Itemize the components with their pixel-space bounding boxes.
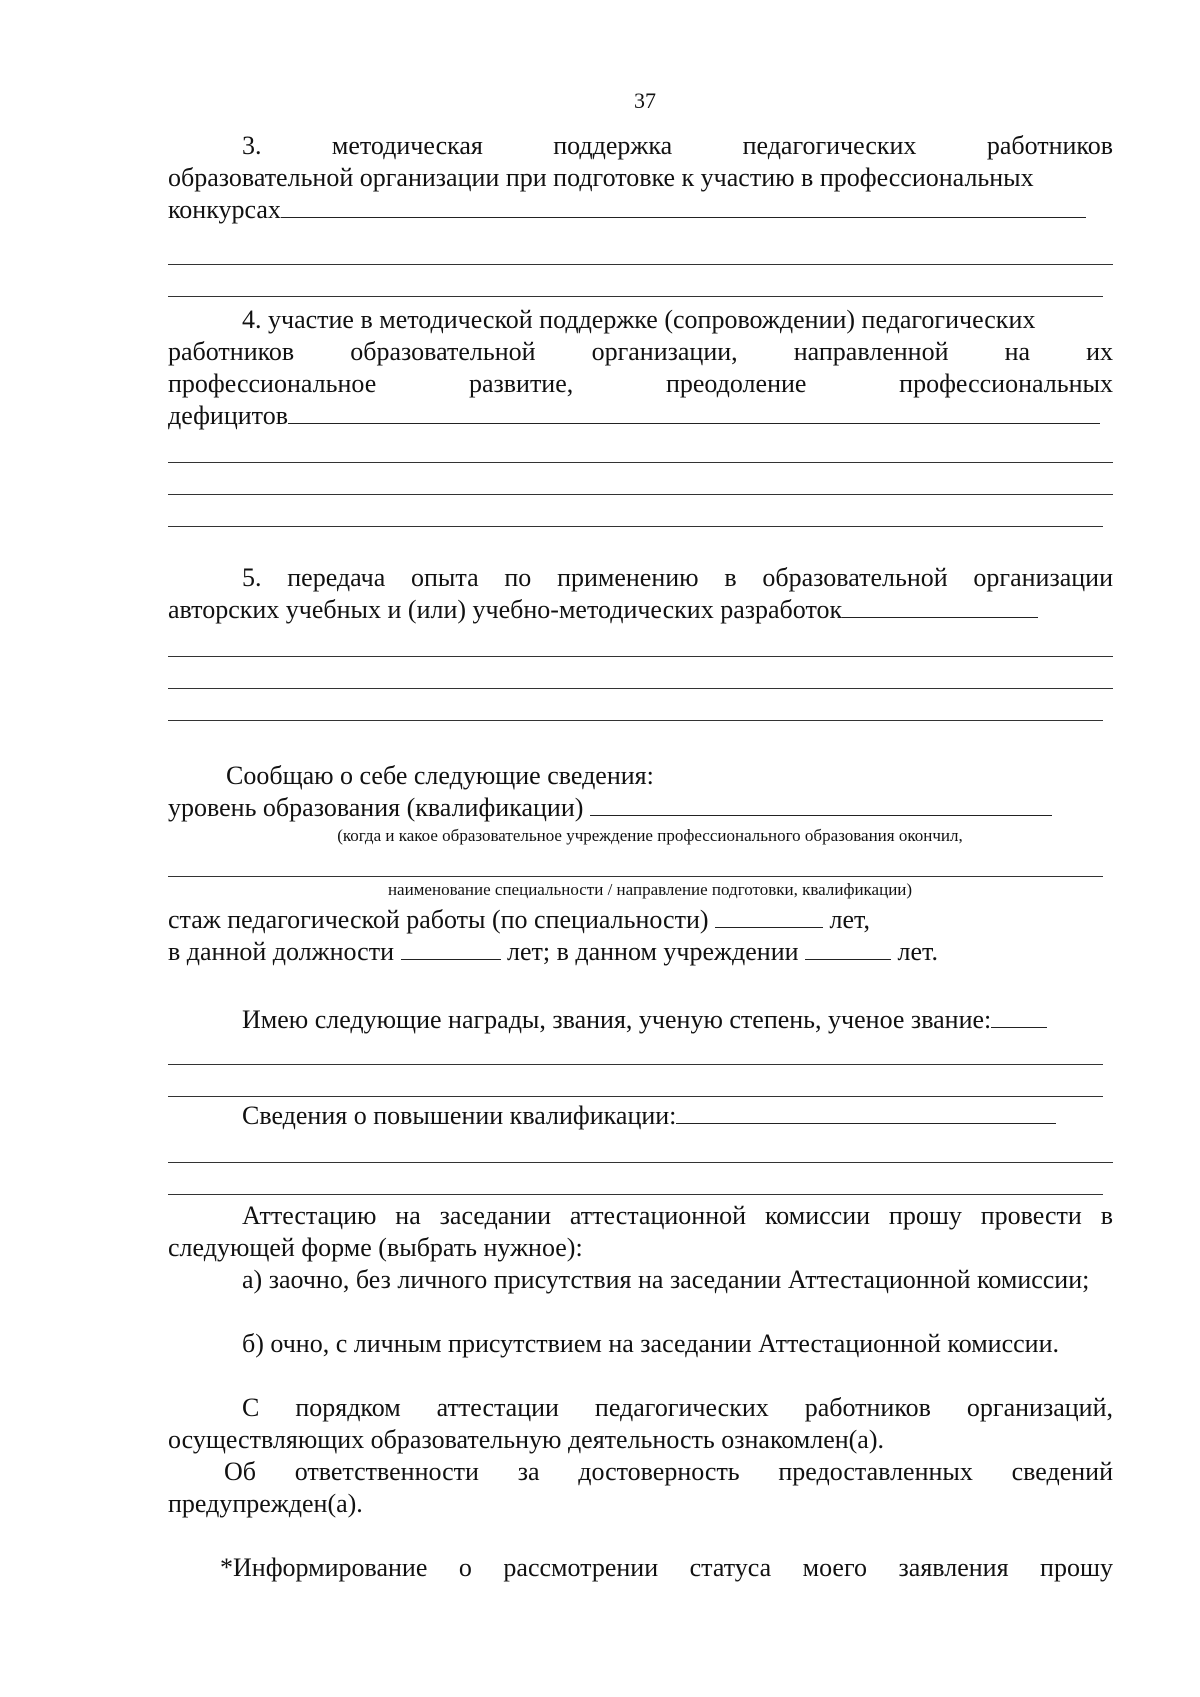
- education-row: [168, 792, 1052, 824]
- qualification-label: Сведения о повышении квалификации:: [242, 1101, 677, 1130]
- item4-line4: [168, 400, 1100, 432]
- item4-word: преодоление: [665, 369, 807, 398]
- position-years-field[interactable]: [401, 937, 501, 960]
- qualification-answer-rule[interactable]: [168, 1162, 1113, 1163]
- item3-line2: образовательной организации при подготовке к участию в профессиональных: [168, 163, 1034, 192]
- attestation-paragraph: Аттестацию на заседании аттестационной комиссии прошу провести в следующей форме (выбрать нужное):: [168, 1201, 1113, 1262]
- item4-word: развитие,: [468, 369, 574, 398]
- item5-answer-rule[interactable]: [168, 656, 1113, 657]
- item3-answer-rule[interactable]: [168, 296, 1103, 297]
- education-caption-1: (когда и какое образовательное учреждение профессионального образования окончил,: [337, 826, 963, 845]
- item4-line4-text: дефицитов: [168, 401, 288, 430]
- item3-word: поддержка: [553, 131, 673, 160]
- item4-word: профессиональное: [168, 369, 377, 398]
- awards-field[interactable]: [991, 1005, 1047, 1028]
- item4-line2: [168, 336, 1113, 368]
- item4-line3: [168, 368, 1113, 400]
- item3-line3-text: конкурсах: [168, 195, 281, 224]
- item4-word: образовательной: [350, 337, 536, 366]
- item5-answer-rule[interactable]: [168, 720, 1103, 721]
- item3-word: работников: [986, 131, 1114, 160]
- item4-answer-rule[interactable]: [168, 526, 1103, 527]
- qualification-row: [242, 1100, 1056, 1132]
- item4-word: профессиональных: [899, 369, 1113, 398]
- years-end-label: лет.: [897, 937, 938, 966]
- item3-line1: [168, 130, 1113, 162]
- education-label: уровень образования (квалификации): [168, 793, 584, 822]
- position-label: в данной должности: [168, 937, 394, 966]
- education-caption-2: наименование специальности / направление подготовки, квалификации): [387, 880, 913, 899]
- institution-years-field[interactable]: [805, 937, 891, 960]
- qualification-answer-rule[interactable]: [168, 1194, 1103, 1195]
- awards-row: [242, 1004, 1047, 1036]
- item4-word: работников: [168, 337, 295, 366]
- item5-line2: [168, 594, 1038, 626]
- experience-label: стаж педагогической работы (по специальности): [168, 905, 709, 934]
- item4-word: организации,: [591, 337, 738, 366]
- experience-field[interactable]: [715, 905, 823, 928]
- institution-label: лет; в данном учреждении: [507, 937, 799, 966]
- awards-answer-rule[interactable]: [168, 1096, 1103, 1097]
- item5-line1: 5. передача опыта по применению в образовательной организации: [242, 563, 1113, 592]
- item4-word: направленной: [793, 337, 949, 366]
- item4-word: их: [1086, 337, 1114, 366]
- experience-row: [168, 904, 870, 936]
- responsibility-paragraph: Об ответственности за достоверность предоставленных сведений предупрежден(а).: [168, 1457, 1113, 1518]
- item3-answer-rule[interactable]: [168, 264, 1113, 265]
- awards-label: Имею следующие награды, звания, ученую степень, ученое звание:: [242, 1005, 992, 1034]
- item5-line2-text: авторских учебных и (или) учебно-методических разработок: [168, 595, 843, 624]
- position-row: [168, 936, 938, 968]
- item3-word: педагогических: [742, 131, 917, 160]
- item4-answer-rule[interactable]: [168, 494, 1113, 495]
- education-field[interactable]: [590, 793, 1052, 816]
- qualification-field[interactable]: [676, 1101, 1056, 1124]
- awards-answer-rule[interactable]: [168, 1064, 1103, 1065]
- years-label: лет,: [829, 905, 870, 934]
- item4-answer-line[interactable]: [288, 401, 1100, 424]
- item4-word: на: [1004, 337, 1031, 366]
- item4-line1: 4. участие в методической поддержке (сопровождении) педагогических: [242, 305, 1036, 334]
- item5-answer-rule[interactable]: [168, 688, 1113, 689]
- self-info-intro: Сообщаю о себе следующие сведения:: [226, 761, 654, 790]
- procedure-paragraph: С порядком аттестации педагогических работников организаций, осуществляющих образовательную деятельность ознакомлен(а).: [168, 1393, 1113, 1454]
- item3-answer-line[interactable]: [281, 195, 1086, 218]
- attestation-option-b[interactable]: б) очно, с личным присутствием на заседании Аттестационной комиссии.: [242, 1329, 1059, 1358]
- item3-word: 3. методическая: [242, 131, 483, 160]
- item4-answer-rule[interactable]: [168, 462, 1113, 463]
- item3-line3: [168, 194, 1086, 226]
- page-number: 37: [634, 88, 656, 113]
- notification-paragraph: *Информирование о рассмотрении статуса моего заявления прошу: [220, 1553, 1113, 1582]
- item5-answer-line[interactable]: [842, 595, 1038, 618]
- attestation-option-a[interactable]: а) заочно, без личного присутствия на заседании Аттестационной комиссии;: [242, 1265, 1090, 1294]
- education-answer-rule[interactable]: [168, 876, 1103, 877]
